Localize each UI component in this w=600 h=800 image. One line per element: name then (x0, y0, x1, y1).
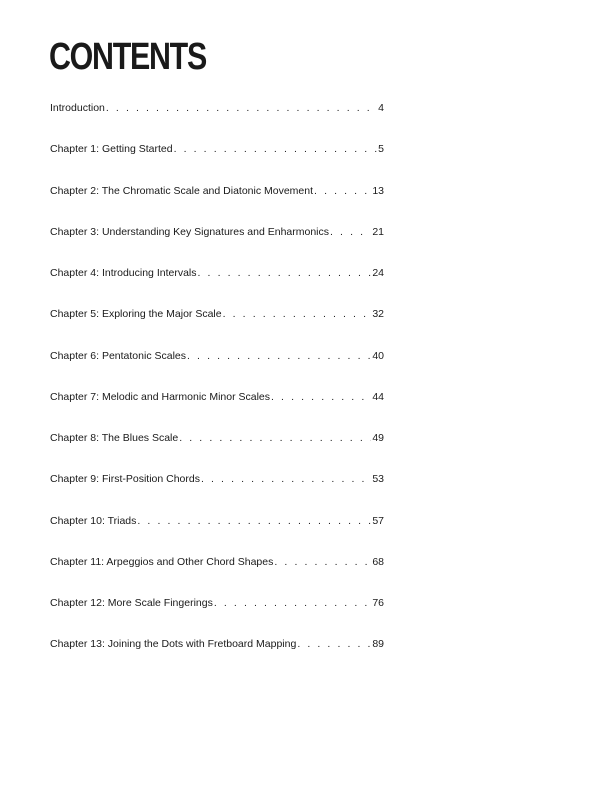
toc-entry (50, 430, 384, 471)
toc-entry-label: Chapter 2: The Chromatic Scale and Diatonic Movement (50, 184, 314, 197)
toc-entry-page: 76 (372, 597, 384, 609)
toc-entry (50, 100, 384, 141)
table-of-contents (50, 100, 384, 678)
toc-entry (50, 389, 384, 430)
toc-entry-label: Chapter 12: More Scale Fingerings (50, 597, 213, 609)
toc-dot-leader (198, 265, 372, 281)
toc-entry-page: 49 (372, 432, 384, 444)
toc-entry (50, 595, 384, 636)
toc-dot-leader (201, 471, 371, 487)
toc-entry (50, 554, 384, 595)
toc-dot-leader (179, 430, 371, 446)
toc-dot-leader (174, 141, 378, 157)
toc-entry (50, 306, 384, 347)
toc-entry-label: Chapter 11: Arpeggios and Other Chord Shapes (50, 555, 274, 568)
toc-entry-page: 40 (372, 349, 384, 362)
toc-entry (50, 224, 384, 265)
toc-entry-page: 5 (378, 143, 384, 156)
toc-entry-label: Chapter 6: Pentatonic Scales (50, 349, 186, 362)
toc-entry-page: 44 (372, 390, 384, 403)
toc-entry (50, 265, 384, 306)
toc-entry (50, 513, 384, 554)
toc-entry (50, 183, 384, 224)
toc-dot-leader (137, 513, 371, 529)
toc-dot-leader (314, 183, 371, 199)
toc-entry-page: 21 (372, 225, 384, 238)
toc-entry (50, 636, 384, 677)
toc-entry-label: Chapter 13: Joining the Dots with Fretboard Mapping (50, 638, 297, 651)
toc-entry-label: Chapter 3: Understanding Key Signatures and Enharmonics (50, 225, 329, 238)
toc-entry-label: Chapter 7: Melodic and Harmonic Minor Scales (50, 390, 271, 403)
toc-entry-page: 32 (372, 308, 384, 321)
toc-entry-label: Chapter 4: Introducing Intervals (50, 267, 197, 279)
toc-entry-page: 68 (372, 555, 384, 568)
toc-dot-leader (297, 636, 371, 652)
toc-entry (50, 141, 384, 182)
toc-dot-leader (330, 224, 371, 240)
toc-entry-label: Chapter 1: Getting Started (50, 143, 173, 156)
toc-entry-label: Chapter 10: Triads (50, 514, 137, 527)
toc-dot-leader (223, 306, 372, 322)
toc-entry-page: 13 (372, 184, 384, 197)
toc-dot-leader (106, 100, 377, 116)
toc-entry-label: Introduction (50, 102, 105, 114)
toc-dot-leader (274, 554, 371, 570)
toc-entry-page: 4 (378, 102, 384, 114)
toc-entry-page: 53 (372, 473, 384, 486)
toc-dot-leader (271, 389, 371, 405)
toc-entry-label: Chapter 8: The Blues Scale (50, 432, 179, 444)
toc-dot-leader (214, 595, 371, 611)
toc-entry (50, 348, 384, 389)
toc-entry-page: 57 (372, 514, 384, 527)
toc-dot-leader (187, 348, 371, 364)
toc-entry-page: 89 (372, 638, 384, 651)
toc-entry-label: Chapter 9: First-Position Chords (50, 473, 200, 486)
page-title: CONTENTS (49, 36, 206, 78)
toc-entry-page: 24 (372, 267, 384, 279)
toc-entry-label: Chapter 5: Exploring the Major Scale (50, 308, 222, 321)
toc-entry (50, 471, 384, 512)
